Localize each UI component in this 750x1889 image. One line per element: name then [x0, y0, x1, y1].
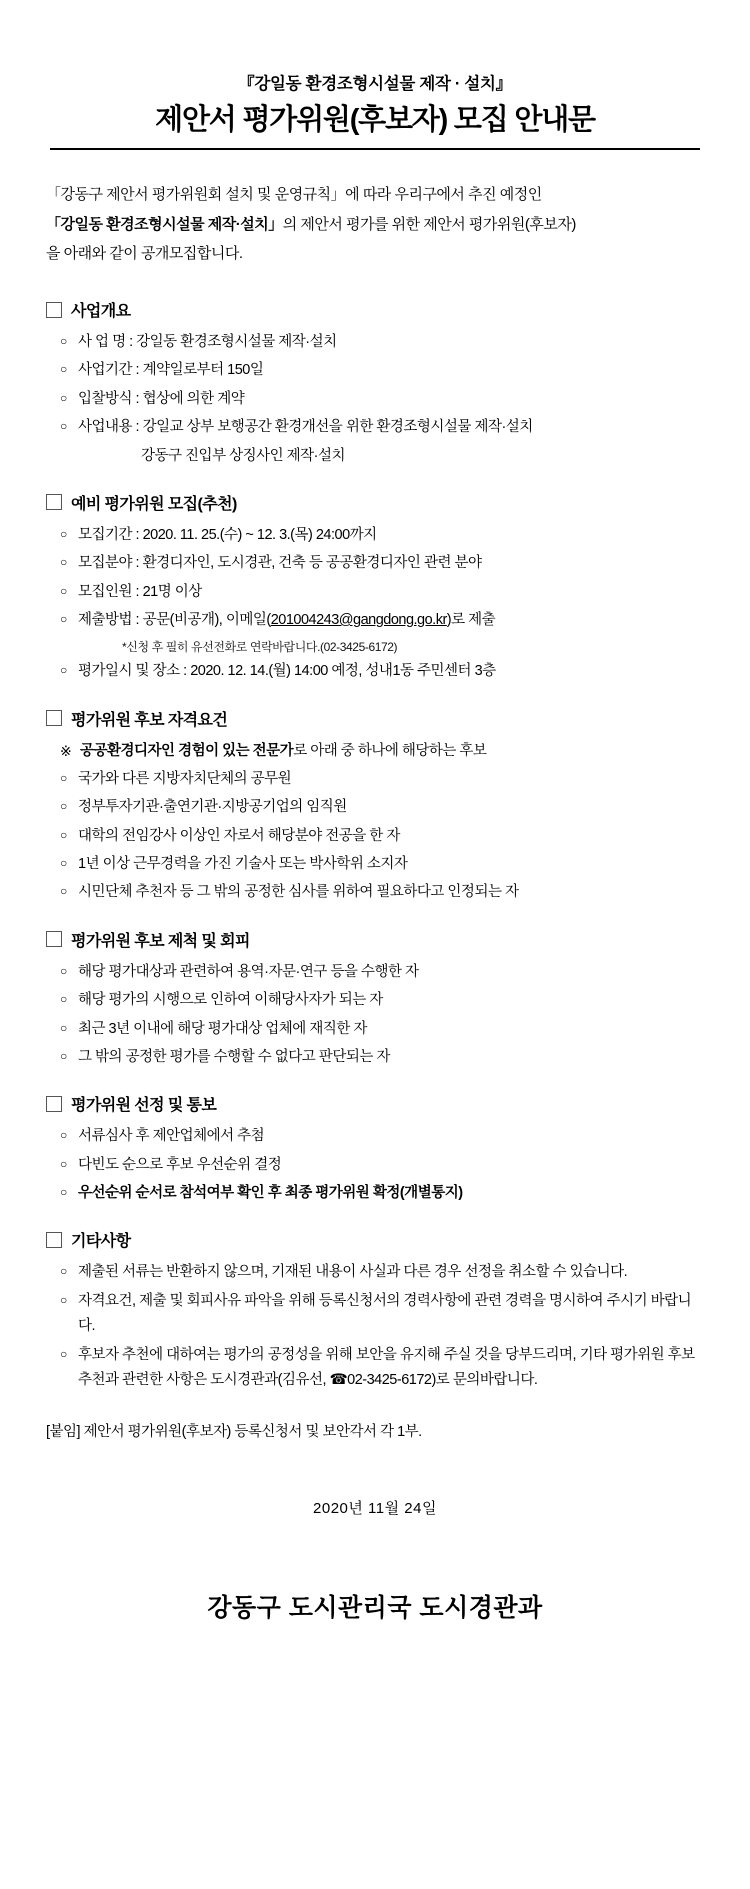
list-item-text: 시민단체 추천자 등 그 밖의 공정한 심사를 위하여 필요하다고 인정되는 자	[78, 884, 519, 901]
list-item	[60, 824, 706, 849]
list-item	[60, 387, 706, 412]
document-date: 2020년 11월 24일	[313, 1500, 437, 1518]
section-heading	[46, 707, 706, 730]
checkbox-icon	[46, 302, 62, 318]
section-title: 예비 평가위원 모집(추천)	[71, 495, 237, 513]
qualification-lead-rest: 로 아래 중 하나에 해당하는 후보	[293, 742, 487, 759]
list-item	[60, 1181, 706, 1206]
list-item	[60, 659, 706, 684]
qualification-lead-text	[80, 739, 706, 764]
circle-bullet-icon: ○	[60, 1264, 67, 1279]
list-item-text: 우선순위 순서로 참석여부 확인 후 최종 평가위원 확정(개별통지)	[78, 1185, 463, 1202]
intro-project-name: 「강일동 환경조형시설물 제작·설치」	[46, 215, 283, 233]
qualification-lead	[60, 739, 706, 764]
section-items	[60, 330, 706, 469]
email-link[interactable]: 201004243@gangdong.go.kr	[270, 612, 447, 628]
list-item-text: 1년 이상 근무경력을 가진 기술사 또는 박사학위 소지자	[78, 856, 408, 873]
list-item	[60, 551, 706, 576]
section-items	[60, 1124, 706, 1206]
circle-bullet-icon: ○	[60, 1346, 67, 1361]
list-item-text: 사 업 명 : 강일동 환경조형시설물 제작·설치	[78, 334, 337, 350]
list-item	[60, 1260, 706, 1285]
section-etc	[44, 1228, 706, 1393]
list-item-text: 해당 평가대상과 관련하여 용역·자문·연구 등을 수행한 자	[78, 963, 419, 980]
circle-bullet-icon: ○	[60, 555, 67, 570]
list-item	[60, 1153, 706, 1178]
list-item	[60, 852, 706, 877]
section-items	[60, 1260, 706, 1393]
circle-bullet-icon: ○	[60, 827, 67, 842]
list-item	[60, 330, 706, 355]
list-item-text: 국가와 다른 지방자치단체의 공무원	[78, 770, 292, 787]
document-header	[44, 70, 706, 150]
circle-bullet-icon: ○	[60, 884, 67, 899]
intro-line-2-rest: 의 제안서 평가를 위한 제안서 평가위원(후보자)	[282, 215, 576, 233]
section-exclusion	[44, 928, 706, 1071]
checkbox-icon	[46, 931, 62, 947]
list-item	[60, 415, 706, 440]
section-heading	[46, 1228, 706, 1251]
list-item-text: 그 밖의 공정한 평가를 수행할 수 없다고 판단되는 자	[78, 1048, 390, 1065]
list-item-text: 해당 평가의 시행으로 인하여 이해당사자가 되는 자	[78, 992, 383, 1009]
section-heading	[46, 928, 706, 951]
list-item-text: 입찰방식 : 협상에 의한 계약	[78, 390, 245, 407]
list-item	[60, 1045, 706, 1070]
circle-bullet-icon: ○	[60, 992, 67, 1007]
circle-bullet-icon: ○	[60, 526, 67, 541]
section-heading	[46, 298, 706, 321]
circle-bullet-icon: ○	[60, 856, 67, 871]
list-item-submission	[60, 608, 706, 633]
list-item-text: 후보자 추천에 대하여는 평가의 공정성을 위해 보안을 유지해 주실 것을 당부드리며, 기타 평가위원 후보추천과 관련한 사항은 도시경관과(김유선, ☎02-3425-6172)로 문의바랍니다.	[78, 1346, 695, 1388]
list-item	[60, 1343, 706, 1394]
document-issuer: 강동구 도시관리국 도시경관과	[207, 1594, 543, 1623]
list-item	[60, 795, 706, 820]
list-item	[60, 1017, 706, 1042]
list-item-text: 제출된 서류는 반환하지 않으며, 기재된 내용이 사실과 다른 경우 선정을 취소할 수 있습니다.	[78, 1264, 628, 1281]
section-items	[60, 960, 706, 1071]
circle-bullet-icon: ○	[60, 612, 67, 626]
circle-bullet-icon: ○	[60, 770, 67, 785]
circle-bullet-icon: ○	[60, 963, 67, 978]
section-heading	[46, 1092, 706, 1115]
section-title: 평가위원 후보 자격요건	[71, 711, 228, 729]
list-item	[60, 988, 706, 1013]
section-recruitment	[44, 491, 706, 685]
circle-bullet-icon: ○	[60, 419, 67, 434]
asterisk-marker-icon: ※	[60, 742, 72, 759]
circle-bullet-icon: ○	[60, 1292, 67, 1307]
list-item-text: 다빈도 순으로 후보 우선순위 결정	[78, 1156, 282, 1173]
list-item	[60, 880, 706, 905]
list-item-continuation: 강동구 진입부 상징사인 제작·설치	[141, 447, 346, 464]
list-item-text: 사업기간 : 계약일로부터 150일	[78, 362, 264, 379]
section-items	[60, 739, 706, 906]
checkbox-icon	[46, 710, 62, 726]
section-items	[60, 523, 706, 685]
section-business-overview	[44, 298, 706, 469]
list-item-text: 서류심사 후 제안업체에서 추첨	[78, 1128, 265, 1145]
list-item-text: 모집기간 : 2020. 11. 25.(수) ~ 12. 3.(목) 24:00까지	[78, 526, 377, 543]
list-item-text: 제출방법 : 공문(비공개), 이메일(201004243@gangdong.go.kr)로 제출	[78, 612, 496, 628]
checkbox-icon	[46, 494, 62, 510]
circle-bullet-icon: ○	[60, 362, 67, 377]
recruitment-note: *신청 후 필히 유선전화로 연락바랍니다.(02-3425-6172)	[122, 640, 398, 655]
intro-line-3: 을 아래와 같이 공개모집합니다.	[46, 244, 243, 262]
section-selection	[44, 1092, 706, 1206]
circle-bullet-icon: ○	[60, 1020, 67, 1035]
list-item-text: 사업내용 : 강일교 상부 보행공간 환경개선을 위한 환경조형시설물 제작·설치	[78, 419, 533, 436]
checkbox-icon	[46, 1232, 62, 1248]
section-qualifications	[44, 707, 706, 906]
circle-bullet-icon: ○	[60, 1048, 67, 1063]
circle-bullet-icon: ○	[60, 334, 67, 348]
circle-bullet-icon: ○	[60, 663, 67, 678]
section-title: 사업개요	[71, 303, 131, 320]
section-title: 평가위원 후보 제척 및 회피	[71, 932, 250, 950]
list-item-text: 평가일시 및 장소 : 2020. 12. 14.(월) 14:00 예정, 성내1동 주민센터 3층	[78, 663, 496, 680]
list-item	[60, 358, 706, 383]
list-item-text: 대학의 전임강사 이상인 자로서 해당분야 전공을 한 자	[78, 827, 400, 844]
circle-bullet-icon: ○	[60, 390, 67, 405]
circle-bullet-icon: ○	[60, 1128, 67, 1143]
circle-bullet-icon: ○	[60, 1185, 67, 1200]
intro-line-1: 「강동구 제안서 평가위원회 설치 및 운영규칙」에 따라 우리구에서 추진 예정인	[46, 186, 542, 204]
qualification-lead-bold: 공공환경디자인 경험이 있는 전문가	[80, 742, 294, 759]
section-heading	[46, 491, 706, 514]
circle-bullet-icon: ○	[60, 583, 67, 598]
page-title: 제안서 평가위원(후보자) 모집 안내문	[155, 104, 595, 136]
list-item	[60, 767, 706, 792]
attachment-note: [붙임] 제안서 평가위원(후보자) 등록신청서 및 보안각서 각 1부.	[46, 1424, 422, 1441]
checkbox-icon	[46, 1096, 62, 1112]
list-item	[60, 960, 706, 985]
section-title: 평가위원 선정 및 통보	[71, 1097, 217, 1115]
circle-bullet-icon: ○	[60, 799, 67, 814]
list-item	[60, 1124, 706, 1149]
list-item	[60, 523, 706, 548]
section-title: 기타사항	[71, 1233, 131, 1251]
list-item-text: 정부투자기관·출연기관·지방공기업의 임직원	[78, 799, 347, 816]
title-divider	[50, 148, 700, 150]
intro-paragraph	[46, 180, 704, 268]
list-item-text: 모집인원 : 21명 이상	[78, 583, 202, 600]
list-item	[60, 1289, 706, 1340]
document-subtitle: 『강일동 환경조형시설물 제작 · 설치』	[238, 75, 512, 93]
circle-bullet-icon: ○	[60, 1156, 67, 1171]
list-item-text: 자격요건, 제출 및 회피사유 파악을 위해 등록신청서의 경력사항에 관련 경력을 명시하여 주시기 바랍니다.	[78, 1292, 692, 1335]
list-item	[60, 580, 706, 605]
list-item-text: 모집분야 : 환경디자인, 도시경관, 건축 등 공공환경디자인 관련 분야	[78, 555, 482, 572]
list-item-text: 최근 3년 이내에 해당 평가대상 업체에 재직한 자	[78, 1020, 367, 1037]
